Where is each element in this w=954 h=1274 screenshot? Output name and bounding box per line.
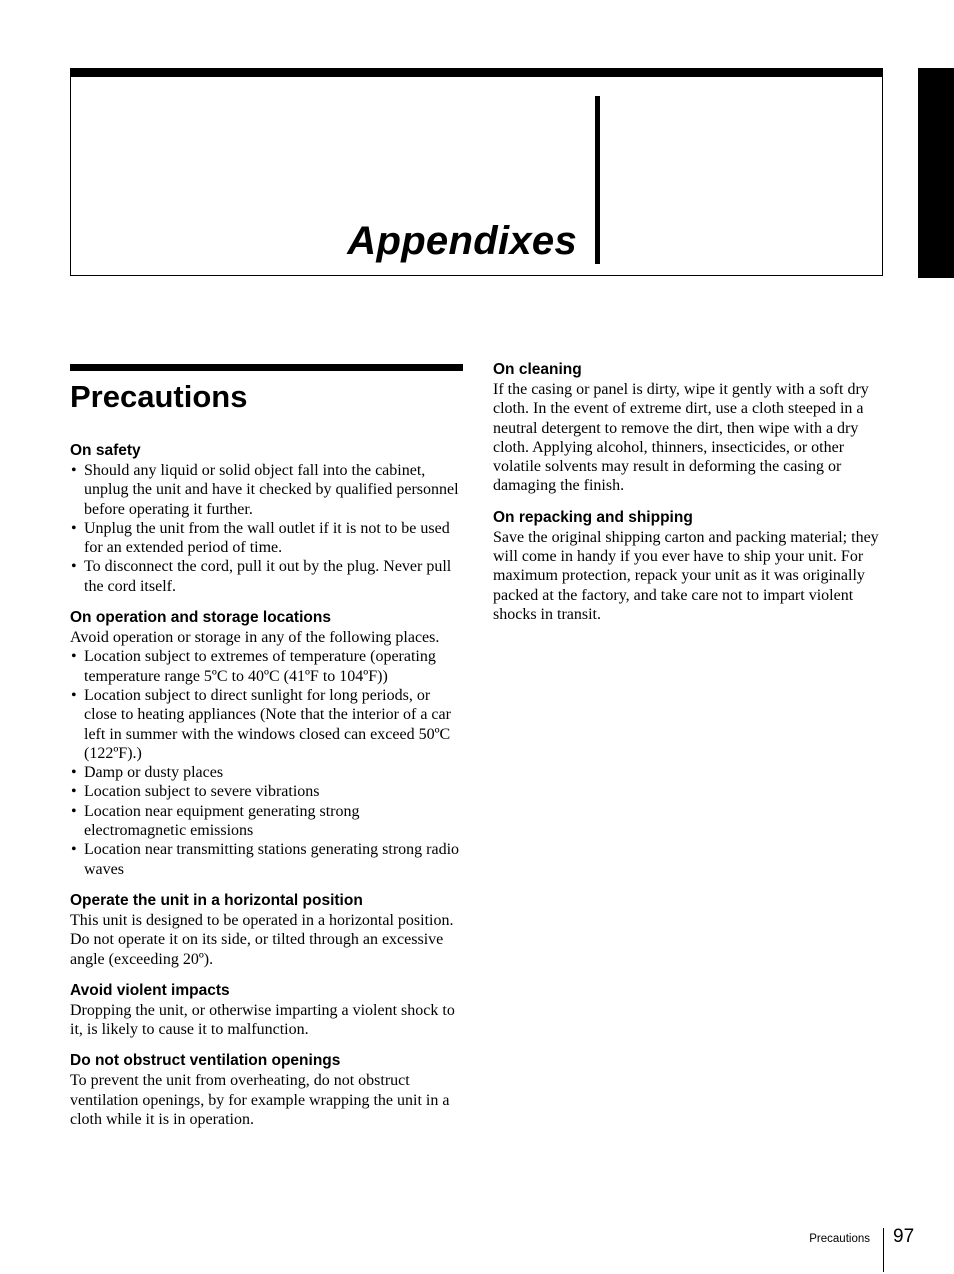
subsection-locations (70, 608, 462, 879)
subsection-horizontal (70, 891, 462, 969)
subsection-heading: Do not obstruct ventilation openings (70, 1052, 341, 1070)
chapter-title: Appendixes (347, 219, 577, 263)
bullet-list (70, 461, 462, 596)
footer-section-label: Precautions (809, 1233, 870, 1245)
list-item: • Should any liquid or solid object fall into the cabinet, unplug the unit and have it checked by qualified personnel before operating it further. (70, 461, 462, 519)
chapter-side-tab (918, 68, 954, 278)
list-item: • Location subject to direct sunlight for long periods, or close to heating appliances (Note that the interior of a car left in summer with the windows closed can exceed 50ºC (122ºF).) (70, 686, 462, 763)
paragraph: Save the original shipping carton and packing material; they will come in handy if you ever have to ship your unit. For maximum protection, repack your unit as it was originally packed at the factory, and take care not to impart violent shocks in transit. (493, 528, 879, 623)
section-rule (70, 364, 463, 371)
paragraph: If the casing or panel is dirty, wipe it gently with a soft dry cloth. In the event of extreme dirt, use a cloth steeped in a neutral detergent to remove the dirt, then wipe with a dry cloth. Applying alcohol, thinners, insecticides, or other volatile solvents may result in deforming the casing or damaging the finish. (493, 381, 869, 495)
section-title: Precautions (70, 379, 248, 414)
bullet-list (70, 647, 462, 879)
list-item: • Damp or dusty places (70, 763, 462, 782)
subsection-impacts (70, 981, 462, 1040)
subsection-heading: Avoid violent impacts (70, 981, 230, 999)
subsection-heading: On operation and storage locations (70, 609, 331, 627)
list-item: • Location subject to severe vibrations (70, 782, 462, 801)
list-item: • Location subject to extremes of temperature (operating temperature range 5ºC to 40ºC (41ºF to 104ºF)) (70, 647, 462, 686)
list-item: • To disconnect the cord, pull it out by the plug. Never pull the cord itself. (70, 557, 462, 596)
paragraph: Avoid operation or storage in any of the following places. (70, 629, 440, 647)
paragraph: Dropping the unit, or otherwise imparting a violent shock to it, is likely to cause it to malfunction. (70, 1001, 455, 1039)
right-column (493, 361, 885, 624)
chapter-header (70, 68, 883, 276)
left-column (70, 364, 462, 1129)
subsection-ventilation (70, 1051, 462, 1129)
list-item: • Unplug the unit from the wall outlet if it is not to be used for an extended period of time. (70, 519, 462, 558)
paragraph: This unit is designed to be operated in a horizontal position. Do not operate it on its side, or tilted through an excessive angle (exceeding 20º). (70, 911, 454, 968)
subsection-heading: Operate the unit in a horizontal position (70, 891, 363, 909)
paragraph: To prevent the unit from overheating, do not obstruct ventilation openings, by for example wrapping the unit in a cloth while it is in operation. (70, 1072, 450, 1129)
subsection-heading: On safety (70, 442, 141, 459)
list-item: • Location near transmitting stations generating strong radio waves (70, 840, 462, 879)
subsection-heading: On repacking and shipping (493, 508, 693, 526)
list-item: • Location near equipment generating strong electromagnetic emissions (70, 802, 462, 841)
subsection-heading: On cleaning (493, 361, 582, 378)
page-number: 97 (893, 1226, 915, 1247)
chapter-title-bar (595, 96, 600, 264)
footer-divider (883, 1228, 884, 1272)
subsection-safety (70, 441, 462, 596)
